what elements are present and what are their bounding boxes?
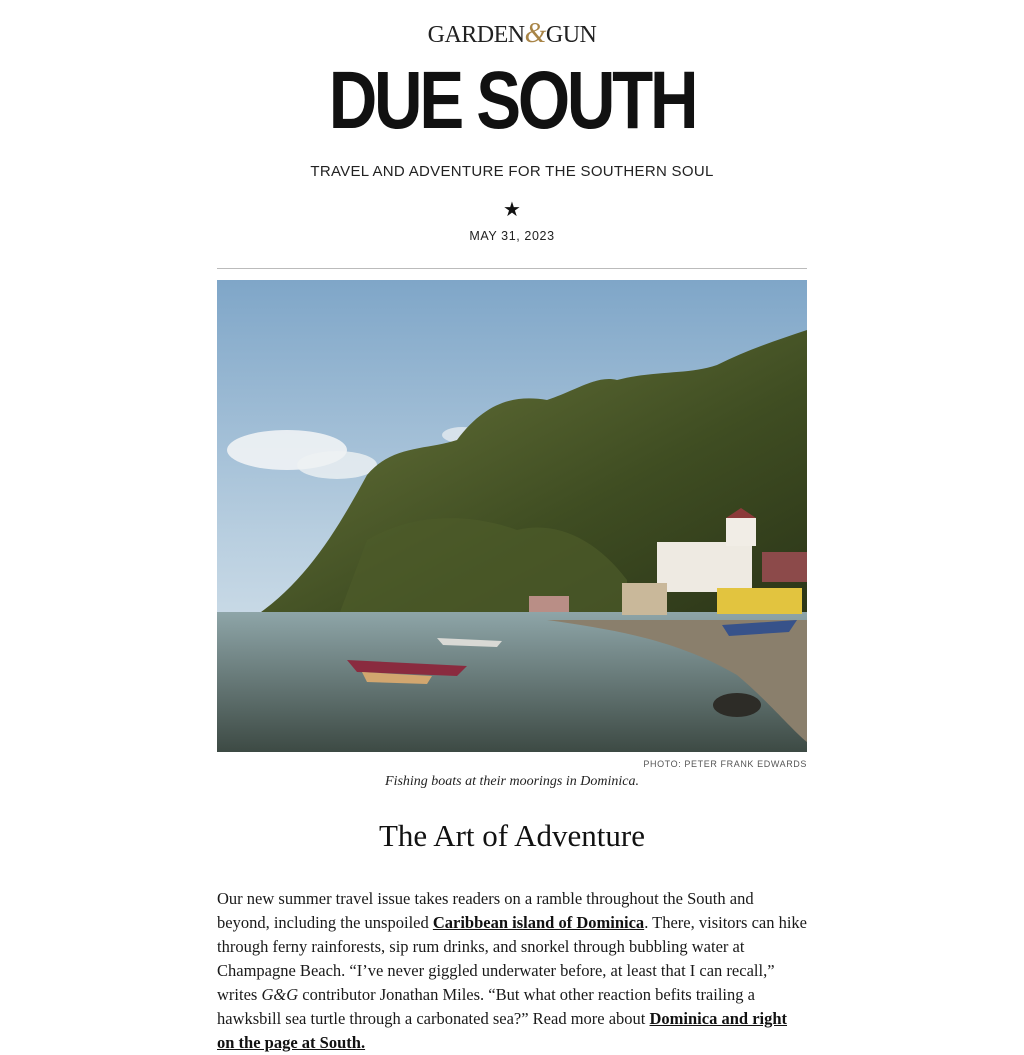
article-body	[217, 887, 807, 1055]
body-text-1: Our new summer travel issue takes readers on a ramble throughout the South and beyond, including the unspoiled	[217, 889, 754, 932]
body-text-3: contributor Jonathan Miles. “But what other reaction befits trailing a hawksbill sea turtle through a carbonated sea?” Read more about	[217, 985, 755, 1028]
masthead-title[interactable]: DUE SOUTH	[328, 55, 696, 146]
star-icon: ★	[503, 197, 521, 221]
dominica-link[interactable]: Caribbean island of Dominica	[432, 913, 645, 932]
article-headline: The Art of Adventure	[378, 818, 645, 853]
header-divider	[217, 268, 807, 269]
photo-caption: Fishing boats at their moorings in Dominica.	[385, 774, 639, 789]
brand-logo[interactable]	[217, 18, 807, 50]
landscape-photo-icon	[217, 280, 807, 752]
read-more-link[interactable]: Dominica and right on the page at South.	[217, 1009, 788, 1052]
newsletter	[217, 0, 807, 1055]
brand-right: GUN	[545, 22, 597, 48]
tagline: TRAVEL AND ADVENTURE FOR THE SOUTHERN SOUL	[310, 163, 714, 180]
brand-amp: &	[524, 18, 546, 49]
hero-image[interactable]	[217, 280, 807, 752]
body-text-2: . There, visitors can hike through ferny rainforests, sip rum drinks, and snorkel through bubbling water at Champagne Beach. “I’ve never giggled underwater before, at least that I can recall,” writes	[217, 913, 808, 1004]
issue-date: MAY 31, 2023	[469, 229, 555, 243]
publication-name: G&G	[261, 985, 299, 1004]
brand-left: GARDEN	[427, 22, 525, 48]
photo-credit: PHOTO: PETER FRANK EDWARDS	[643, 759, 807, 769]
